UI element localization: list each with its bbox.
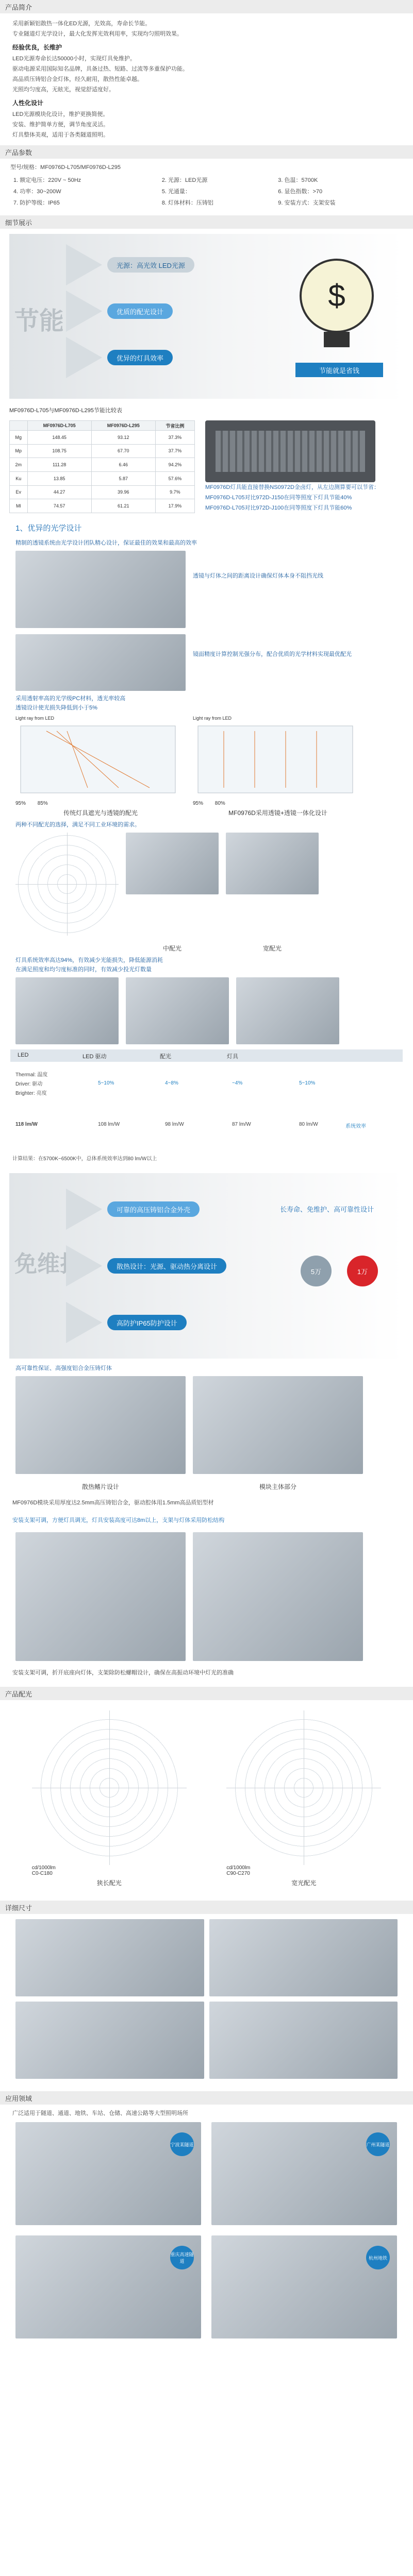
lifespan-badge: 1万 xyxy=(347,1256,378,1286)
structure-labels xyxy=(0,1477,413,1494)
section-apps-title: 应用领域 xyxy=(0,2091,413,2105)
lamp-photo xyxy=(126,977,229,1044)
chain-stage: 灯具 xyxy=(227,1054,238,1060)
comparison-note: MF0976D灯具能直接替换NS0972D金卤灯，从左边测算要可以节省： xyxy=(205,484,379,490)
param-cell: 3. 色温：5700K xyxy=(278,177,318,183)
intro-line: 专业隧道灯光学设计，最大化发挥光效利用率，实现均匀照明效果。 xyxy=(12,31,183,37)
optics-note: 精制的透镜系统由光学设计团队精心设计，保证最佳的效果和最高的效率 xyxy=(15,540,197,546)
intro-subheading: 人性化设计 xyxy=(12,99,44,107)
money-bulb-icon xyxy=(295,255,378,358)
intro-bullet: 灯具整体美观，适用于各类隧道照明。 xyxy=(12,132,109,138)
chain-factor: Thermal: 温度 xyxy=(15,1072,48,1078)
table-header: MF0976D-L705 xyxy=(27,421,91,431)
ray-diagram xyxy=(15,721,186,798)
polar-grid xyxy=(226,1710,381,1865)
ray-diagram xyxy=(193,721,363,798)
maintenance-free-hero xyxy=(9,1173,404,1359)
intro-bullet: LED光源模块化设计，维护更换简便。 xyxy=(12,111,109,117)
distribution-label: 中配光 xyxy=(162,945,181,952)
table-row: Mg 148.45 93.12 37.3% xyxy=(10,431,195,445)
intro-bullet: 高品质压铸铝合金灯体，经久耐用，散热性能卓越。 xyxy=(12,76,143,82)
structure-note: 安装支架可调，折开底座向灯体，支架除防松螺帽设计，确保在高振动环境中灯光的准确 xyxy=(12,1670,234,1676)
optics-heading: 1、优异的光学设计 xyxy=(15,524,82,533)
ray-label: Light ray from LED xyxy=(193,716,232,721)
feature-pill: 光源：高光效 LED光源 xyxy=(107,257,194,273)
energy-saving-title: 节能 xyxy=(14,308,64,335)
closeup-photo xyxy=(15,2002,204,2079)
params-table xyxy=(10,174,403,208)
comparison-table xyxy=(9,420,195,513)
ray-diagram-right xyxy=(193,716,363,817)
optics-note: 透镜设计使光损失降低到小于5% xyxy=(15,705,97,711)
intro-bullet: LED光源寿命长达50000小时，实现灯具免维护。 xyxy=(12,56,136,62)
polar-unit: cd/1000lm xyxy=(31,1865,56,1871)
table-row: Mp 108.75 67.70 37.7% xyxy=(10,444,195,458)
chain-loss: 4~8% xyxy=(165,1080,178,1086)
table-row: Ml 74.57 61.21 17.9% xyxy=(10,499,195,513)
ray-caption: MF0976D采用透镜+透镜一体化设计 xyxy=(228,809,327,817)
polar-legend: C0-C180 xyxy=(31,1871,53,1876)
structure-row xyxy=(0,1373,413,1477)
efficiency-chain-bar xyxy=(10,1049,403,1062)
ray-diagram-left xyxy=(15,716,186,817)
arrow-wedge xyxy=(66,244,102,285)
tunnel-lamp-image xyxy=(205,420,375,482)
polar-legend: C90-C270 xyxy=(226,1871,250,1876)
mount-photo xyxy=(15,1532,186,1661)
lens-photo xyxy=(15,551,186,628)
chain-stage: 配光 xyxy=(160,1054,171,1060)
polar-curve-wide xyxy=(226,1710,381,1887)
chain-loss: 5~10% xyxy=(98,1080,114,1086)
lens-row xyxy=(0,631,413,694)
ray-caption: 传统灯具遮光与透镜的配光 xyxy=(63,809,138,817)
chain-loss: ~4% xyxy=(232,1080,243,1086)
param-cell: 9. 安装方式：支架安装 xyxy=(278,200,336,206)
efficiency-photos xyxy=(0,974,413,1047)
chain-value: 87 lm/W xyxy=(232,1122,251,1127)
polar-curves xyxy=(0,1700,413,1890)
feature-pill: 高防护IP65防护设计 xyxy=(107,1315,187,1330)
lamp-photo xyxy=(15,977,119,1044)
section-params-title: 产品参数 xyxy=(0,145,413,159)
app-location-tag: 宁波某隧道 xyxy=(170,2132,194,2156)
app-location-tag: 重庆高速隧道 xyxy=(170,2246,194,2269)
ray-value-row: 95% 85% xyxy=(15,801,48,806)
intro-bullet: 驱动电源采用国际知名品牌，具备过热、短路、过流等多重保护功能。 xyxy=(12,66,188,72)
distribution-label: 宽配光 xyxy=(262,945,282,952)
svg-text:$: $ xyxy=(328,278,345,313)
feature-pill: 可靠的高压铸铝合金外壳 xyxy=(107,1201,200,1217)
mount-photos xyxy=(0,1529,413,1664)
structure-note: 安装支架可调，方便灯具调光，灯具安装高度可达8m以上，支架与灯体采用防松结构 xyxy=(12,1517,225,1523)
chain-value: 98 lm/W xyxy=(165,1122,184,1127)
polar-curve-small xyxy=(15,833,119,936)
optics-note: 采用透射率高的光学级PC材料，透光率较高 xyxy=(15,696,126,702)
maintenance-note: 高可靠性保证、高强度铝合金压铸灯体 xyxy=(15,1365,112,1371)
table-header: 节省比例 xyxy=(155,421,194,431)
applications-gallery xyxy=(15,2122,398,2344)
app-location-tag: 杭州地铁 xyxy=(366,2246,390,2269)
chain-factor: Brighter: 亮度 xyxy=(15,1091,47,1096)
param-cell: 6. 显色指数：>70 xyxy=(278,189,323,195)
polar-caption: 狭长配光 xyxy=(96,1879,122,1887)
lens-note: 透镜与灯体之间的距离设计确保灯体本身不阻挡光线 xyxy=(193,573,323,579)
mount-photo xyxy=(193,1532,363,1661)
section-closeups-title: 详细尺寸 xyxy=(0,1901,413,1914)
section-intro-title: 产品简介 xyxy=(0,0,413,13)
comparison-note: MF0976D-L705对比972D-J100在同等照度下灯具节能60% xyxy=(205,505,352,511)
feature-pill: 散热设计：光源、驱动热分离设计 xyxy=(107,1258,226,1274)
longevity-text: 长寿命、免维护、高可靠性设计 xyxy=(280,1206,374,1213)
param-cell: 4. 功率：30~200W xyxy=(13,189,61,195)
polar-caption: 宽光配光 xyxy=(291,1879,317,1887)
feature-pill: 优异的灯具效率 xyxy=(107,350,173,365)
apps-note: 广泛适用于隧道、通道、地铁、车站、仓储、高速公路等大型照明场所 xyxy=(12,2110,188,2116)
polar-grid xyxy=(32,1710,187,1865)
tunnel-photo xyxy=(126,833,219,894)
tunnel-photo xyxy=(226,833,319,894)
efficiency-chain-diagram xyxy=(10,1065,403,1147)
chain-note: 计算结果：在5700K~6500K中，总体系统效率达到80 lm/W以上 xyxy=(12,1156,157,1162)
closeup-grid xyxy=(0,1914,413,2084)
ray-comparison xyxy=(0,713,413,820)
arrow-wedge xyxy=(66,337,102,378)
lens-note: 镜面精度计算控制光强分布，配合优质的光学材料实现最优配光 xyxy=(193,651,352,657)
arrow-wedge xyxy=(66,291,102,332)
chain-input: 118 lm/W xyxy=(15,1122,38,1127)
feature-pill: 优质的配光设计 xyxy=(107,303,173,319)
intro-line: 采用新颖铝散热一体化ED光源，光效高，寿命长节能。 xyxy=(12,21,151,27)
lens-photo xyxy=(15,634,186,691)
optics-note: 在满足照度和均匀度标准的同时，有效减少投光灯数量 xyxy=(15,967,152,973)
distribution-labels xyxy=(0,939,413,956)
param-cell: 1. 额定电压：220V ~ 50Hz xyxy=(13,177,81,183)
closeup-photo xyxy=(209,1919,398,1996)
ray-label: Light ray from LED xyxy=(15,716,55,721)
lifespan-badge: 5万 xyxy=(301,1256,332,1286)
chain-stage: LED 驱动 xyxy=(82,1054,107,1060)
comparison-notes xyxy=(205,420,404,513)
energy-saving-slogan: 节能就是省钱 xyxy=(295,363,383,377)
polar-curve-narrow xyxy=(32,1710,187,1887)
table-row: Ev 44.27 39.96 9.7% xyxy=(10,485,195,499)
chain-factor: Driver: 驱动 xyxy=(15,1081,43,1087)
chain-value: 80 lm/W xyxy=(299,1122,318,1127)
app-location-tag: 广州某隧道 xyxy=(366,2132,390,2156)
lens-row xyxy=(0,548,413,631)
param-cell: 5. 光通量： xyxy=(161,189,191,195)
param-cell: 2. 光源：LED光源 xyxy=(161,177,208,183)
structure-note: MF0976D模块采用厚度达2.5mm高压铸铝合金，驱动腔体用1.5mm高品质铝型材 xyxy=(12,1500,214,1506)
intro-bullet: 光照均匀度高，无眩光，视觉舒适度好。 xyxy=(12,87,114,93)
optics-note: 灯具系统效率高达94%，有效减少光能损失，降低能源消耗 xyxy=(15,957,163,963)
intro-bullet: 安装、维护简单方便，调节角度灵活。 xyxy=(12,122,109,128)
lamp-photo xyxy=(236,977,339,1044)
distribution-row xyxy=(0,829,413,939)
params-model: 型号/规格：MF0976D-L705/MF0976D-L295 xyxy=(10,164,121,171)
heat-sink-photo xyxy=(15,1376,186,1474)
table-header xyxy=(10,421,28,431)
table-row: Ku 13.85 5.87 57.6% xyxy=(10,471,195,485)
closeup-photo xyxy=(209,2002,398,2079)
chain-value: 108 lm/W xyxy=(98,1122,120,1127)
ray-value-row: 95% 80% xyxy=(193,801,225,806)
param-cell: 8. 灯体材料：压铸铝 xyxy=(161,200,213,206)
closeup-photo xyxy=(15,1919,204,1996)
params-block xyxy=(0,159,413,212)
arrow-wedge xyxy=(66,1302,102,1343)
table-row: 2m 111.28 6.46 94.2% xyxy=(10,458,195,472)
module-photo xyxy=(193,1376,363,1474)
maintenance-title: 免维护 xyxy=(14,1251,82,1277)
param-cell: 7. 防护等级：IP65 xyxy=(13,200,60,206)
arrow-wedge xyxy=(66,1189,102,1230)
optics-note: 两种不同配光的选择，满足不同工业环境的需求。 xyxy=(15,822,140,828)
section-details-title: 细节展示 xyxy=(0,215,413,229)
energy-saving-hero xyxy=(9,234,404,399)
section-curves-title: 产品配光 xyxy=(0,1687,413,1700)
comparison-note: MF0976D-L705对比972D-J150在同等照度下灯具节能40% xyxy=(205,495,352,501)
chain-loss: 5~10% xyxy=(299,1080,316,1086)
structure-label: 散热鳍片设计 xyxy=(81,1483,119,1490)
intro-subheading: 经验优良，长维护 xyxy=(12,44,62,51)
chain-output: 系统效率 xyxy=(345,1124,366,1129)
compare-caption: MF0976D-L705与MF0976D-L295节能比较表 xyxy=(9,408,122,414)
intro-block xyxy=(0,13,413,145)
comparison-block xyxy=(0,416,413,517)
structure-label: 模块主体部分 xyxy=(259,1483,296,1490)
arrow-wedge xyxy=(66,1245,102,1286)
polar-unit: cd/1000lm xyxy=(226,1865,251,1871)
table-header: MF0976D-L295 xyxy=(91,421,155,431)
chain-stage: LED xyxy=(18,1052,29,1058)
